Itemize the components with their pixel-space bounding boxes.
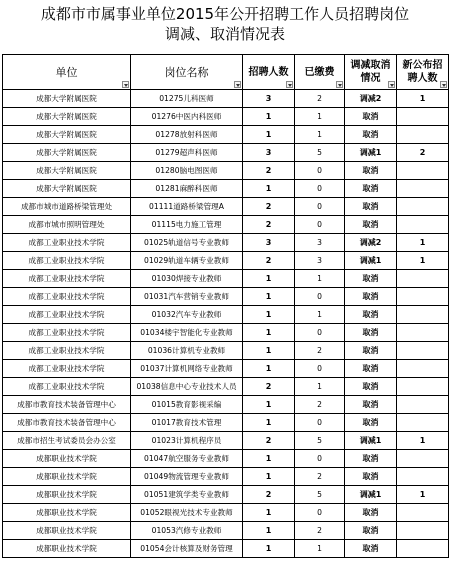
unit-cell: 成都大学附属医院 (3, 180, 131, 198)
position-cell: 01281麻醉科医师 (131, 180, 243, 198)
paid-count-cell: 0 (295, 450, 345, 468)
new-count-cell (397, 198, 449, 216)
table-row (3, 270, 449, 288)
new-count-cell (397, 162, 449, 180)
unit-cell: 成都职业技术学院 (3, 450, 131, 468)
recruit-count-cell: 1 (243, 180, 295, 198)
table-row (3, 306, 449, 324)
recruit-count-cell: 2 (243, 162, 295, 180)
unit-cell: 成都职业技术学院 (3, 522, 131, 540)
unit-cell: 成都职业技术学院 (3, 504, 131, 522)
table-row (3, 378, 449, 396)
paid-count-cell: 0 (295, 324, 345, 342)
adjust-status-cell: 取消 (345, 342, 397, 360)
recruit-column-header (243, 55, 295, 90)
position-cell: 01025轨道信号专业教师 (131, 234, 243, 252)
position-cell: 01279超声科医师 (131, 144, 243, 162)
dropdown-arrow-icon[interactable] (440, 81, 447, 88)
new-count-cell (397, 360, 449, 378)
adjust-status-cell: 取消 (345, 126, 397, 144)
new-count-cell (397, 468, 449, 486)
table-row (3, 162, 449, 180)
paid-count-cell: 0 (295, 414, 345, 432)
position-cell: 01017教育技术管理 (131, 414, 243, 432)
paid-count-cell: 0 (295, 504, 345, 522)
position-cell: 01111道路桥梁管理A (131, 198, 243, 216)
paid-count-cell: 1 (295, 126, 345, 144)
table-row (3, 396, 449, 414)
recruit-header-label: 招聘人数 (248, 66, 289, 78)
paid-count-cell: 0 (295, 162, 345, 180)
table-row (3, 180, 449, 198)
paid-count-cell: 0 (295, 288, 345, 306)
position-cell: 01034楼宇智能化专业教师 (131, 324, 243, 342)
recruitment-table (2, 54, 449, 558)
paid-count-cell: 1 (295, 540, 345, 558)
recruit-count-cell: 3 (243, 234, 295, 252)
adjust-status-cell: 取消 (345, 396, 397, 414)
table-row (3, 324, 449, 342)
adjust-status-cell: 调减1 (345, 486, 397, 504)
unit-cell: 成都大学附属医院 (3, 126, 131, 144)
paid-count-cell: 1 (295, 270, 345, 288)
unit-cell: 成都市城市道路桥梁管理处 (3, 198, 131, 216)
document-title (0, 0, 450, 54)
dropdown-arrow-icon[interactable] (388, 81, 395, 88)
adjust-status-cell: 取消 (345, 306, 397, 324)
unit-header-label: 单位 (55, 65, 78, 79)
unit-cell: 成都工业职业技术学院 (3, 234, 131, 252)
adjust-column-header (345, 55, 397, 90)
unit-cell: 成都市招生考试委员会办公室 (3, 432, 131, 450)
paid-count-cell: 2 (295, 522, 345, 540)
recruit-count-cell: 1 (243, 540, 295, 558)
position-cell: 01031汽车营销专业教师 (131, 288, 243, 306)
unit-cell: 成都市教育技术装备管理中心 (3, 396, 131, 414)
new-count-cell (397, 522, 449, 540)
new-count-cell (397, 540, 449, 558)
adjust-status-cell: 取消 (345, 180, 397, 198)
new-count-cell (397, 216, 449, 234)
adjust-status-cell: 取消 (345, 270, 397, 288)
table-body (3, 90, 449, 558)
position-cell: 01278放射科医师 (131, 126, 243, 144)
position-cell: 01053汽修专业教师 (131, 522, 243, 540)
new-count-cell (397, 378, 449, 396)
new-count-cell (397, 324, 449, 342)
unit-cell: 成都职业技术学院 (3, 468, 131, 486)
paid-count-cell: 1 (295, 378, 345, 396)
unit-column-header (3, 55, 131, 90)
recruit-count-cell: 1 (243, 306, 295, 324)
recruit-count-cell: 1 (243, 504, 295, 522)
new-count-cell: 1 (397, 252, 449, 270)
new-count-cell (397, 450, 449, 468)
adjust-status-cell: 取消 (345, 450, 397, 468)
recruit-count-cell: 2 (243, 378, 295, 396)
table-row (3, 198, 449, 216)
paid-count-cell: 0 (295, 216, 345, 234)
position-cell: 01038信息中心专业技术人员 (131, 378, 243, 396)
position-header-label: 岗位名称 (164, 65, 209, 79)
recruit-count-cell: 1 (243, 342, 295, 360)
unit-cell: 成都工业职业技术学院 (3, 342, 131, 360)
paid-count-cell: 2 (295, 396, 345, 414)
recruit-count-cell: 1 (243, 288, 295, 306)
position-cell: 01032汽车专业教师 (131, 306, 243, 324)
adjust-header-line-2: 情况 (360, 73, 381, 84)
position-cell: 01054会计核算及财务管理 (131, 540, 243, 558)
new-count-cell (397, 108, 449, 126)
new-count-cell (397, 270, 449, 288)
unit-cell: 成都市城市照明管理处 (3, 216, 131, 234)
recruit-count-cell: 1 (243, 126, 295, 144)
position-cell: 01280脑电图医师 (131, 162, 243, 180)
title-line-1: 成都市市属事业单位2015年公开招聘工作人员招聘岗位 (40, 5, 410, 23)
new-count-cell: 1 (397, 432, 449, 450)
paid-header-label: 已缴费 (304, 66, 335, 78)
new-count-cell: 2 (397, 144, 449, 162)
unit-cell: 成都工业职业技术学院 (3, 270, 131, 288)
paid-count-cell: 5 (295, 486, 345, 504)
table-row (3, 234, 449, 252)
position-cell: 01052眼视光技术专业教师 (131, 504, 243, 522)
paid-count-cell: 0 (295, 360, 345, 378)
table-row (3, 342, 449, 360)
adjust-status-cell: 取消 (345, 522, 397, 540)
table-row (3, 126, 449, 144)
adjust-status-cell: 取消 (345, 468, 397, 486)
recruit-count-cell: 2 (243, 486, 295, 504)
table-row (3, 522, 449, 540)
paid-count-cell: 3 (295, 234, 345, 252)
new-count-cell (397, 396, 449, 414)
adjust-status-cell: 取消 (345, 108, 397, 126)
position-cell: 01029轨道车辆专业教师 (131, 252, 243, 270)
table-row (3, 468, 449, 486)
paid-count-cell: 5 (295, 432, 345, 450)
new-count-cell (397, 126, 449, 144)
paid-count-cell: 2 (295, 90, 345, 108)
adjust-status-cell: 取消 (345, 378, 397, 396)
unit-cell: 成都工业职业技术学院 (3, 378, 131, 396)
position-cell: 01030焊接专业教师 (131, 270, 243, 288)
paid-count-cell: 1 (295, 108, 345, 126)
table-row (3, 252, 449, 270)
adjust-status-cell: 调减1 (345, 144, 397, 162)
recruit-count-cell: 1 (243, 468, 295, 486)
adjust-status-cell: 调减2 (345, 90, 397, 108)
paid-count-cell: 5 (295, 144, 345, 162)
unit-cell: 成都工业职业技术学院 (3, 288, 131, 306)
position-cell: 01276中医内科医师 (131, 108, 243, 126)
position-cell: 01275儿科医师 (131, 90, 243, 108)
new-count-cell (397, 504, 449, 522)
recruit-count-cell: 1 (243, 270, 295, 288)
recruit-count-cell: 1 (243, 108, 295, 126)
adjust-header-line-1: 调减取消 (350, 60, 391, 71)
unit-cell: 成都大学附属医院 (3, 90, 131, 108)
table-row (3, 108, 449, 126)
adjust-status-cell: 取消 (345, 162, 397, 180)
table-row (3, 288, 449, 306)
adjust-status-cell: 取消 (345, 288, 397, 306)
unit-cell: 成都工业职业技术学院 (3, 360, 131, 378)
recruit-count-cell: 2 (243, 252, 295, 270)
recruit-count-cell: 1 (243, 450, 295, 468)
recruit-count-cell: 2 (243, 198, 295, 216)
dropdown-arrow-icon[interactable] (122, 81, 129, 88)
paid-column-header (295, 55, 345, 90)
position-cell: 01049物流管理专业教师 (131, 468, 243, 486)
new-count-cell: 1 (397, 234, 449, 252)
recruit-count-cell: 2 (243, 216, 295, 234)
new-count-cell (397, 288, 449, 306)
adjust-status-cell: 取消 (345, 216, 397, 234)
unit-cell: 成都工业职业技术学院 (3, 324, 131, 342)
adjust-status-cell: 取消 (345, 504, 397, 522)
recruit-count-cell: 1 (243, 414, 295, 432)
adjust-status-cell: 取消 (345, 324, 397, 342)
unit-cell: 成都工业职业技术学院 (3, 306, 131, 324)
recruit-count-cell: 1 (243, 396, 295, 414)
paid-count-cell: 2 (295, 468, 345, 486)
table-row (3, 450, 449, 468)
recruit-count-cell: 2 (243, 432, 295, 450)
dropdown-arrow-icon[interactable] (336, 81, 343, 88)
position-column-header (131, 55, 243, 90)
table-row (3, 432, 449, 450)
new-count-header-line-2: 聘人数 (407, 73, 438, 84)
new-count-cell (397, 414, 449, 432)
table-row (3, 504, 449, 522)
paid-count-cell: 3 (295, 252, 345, 270)
table-row (3, 216, 449, 234)
unit-cell: 成都职业技术学院 (3, 540, 131, 558)
table-row (3, 540, 449, 558)
adjust-status-cell: 取消 (345, 540, 397, 558)
unit-cell: 成都大学附属医院 (3, 144, 131, 162)
unit-cell: 成都工业职业技术学院 (3, 252, 131, 270)
recruit-count-cell: 1 (243, 360, 295, 378)
table-row (3, 414, 449, 432)
unit-cell: 成都职业技术学院 (3, 486, 131, 504)
position-cell: 01051建筑学类专业教师 (131, 486, 243, 504)
adjust-status-cell: 调减2 (345, 234, 397, 252)
adjust-status-cell: 调减1 (345, 252, 397, 270)
position-cell: 01023计算机程序员 (131, 432, 243, 450)
adjust-status-cell: 取消 (345, 360, 397, 378)
paid-count-cell: 0 (295, 180, 345, 198)
table-row (3, 360, 449, 378)
unit-cell: 成都大学附属医院 (3, 162, 131, 180)
header-row (3, 55, 449, 90)
table-row (3, 486, 449, 504)
position-cell: 01115电力施工管理 (131, 216, 243, 234)
new-count-header-line-1: 新公布招 (402, 60, 443, 71)
new-count-cell (397, 180, 449, 198)
new-count-column-header (397, 55, 449, 90)
new-count-cell (397, 342, 449, 360)
recruit-count-cell: 1 (243, 522, 295, 540)
unit-cell: 成都大学附属医院 (3, 108, 131, 126)
title-line-2: 调减、取消情况表 (164, 25, 285, 43)
table-row (3, 90, 449, 108)
position-cell: 01015教育影视采编 (131, 396, 243, 414)
paid-count-cell: 0 (295, 198, 345, 216)
new-count-cell (397, 306, 449, 324)
paid-count-cell: 2 (295, 342, 345, 360)
position-cell: 01047航空服务专业教师 (131, 450, 243, 468)
adjust-status-cell: 取消 (345, 198, 397, 216)
paid-count-cell: 1 (295, 306, 345, 324)
adjust-status-cell: 取消 (345, 414, 397, 432)
new-count-cell: 1 (397, 90, 449, 108)
recruit-count-cell: 3 (243, 90, 295, 108)
position-cell: 01036计算机专业教师 (131, 342, 243, 360)
adjust-status-cell: 调减1 (345, 432, 397, 450)
unit-cell: 成都市教育技术装备管理中心 (3, 414, 131, 432)
dropdown-arrow-icon[interactable] (286, 81, 293, 88)
dropdown-arrow-icon[interactable] (234, 81, 241, 88)
recruit-count-cell: 1 (243, 324, 295, 342)
recruit-count-cell: 3 (243, 144, 295, 162)
position-cell: 01037计算机网络专业教师 (131, 360, 243, 378)
new-count-cell: 1 (397, 486, 449, 504)
table-row (3, 144, 449, 162)
